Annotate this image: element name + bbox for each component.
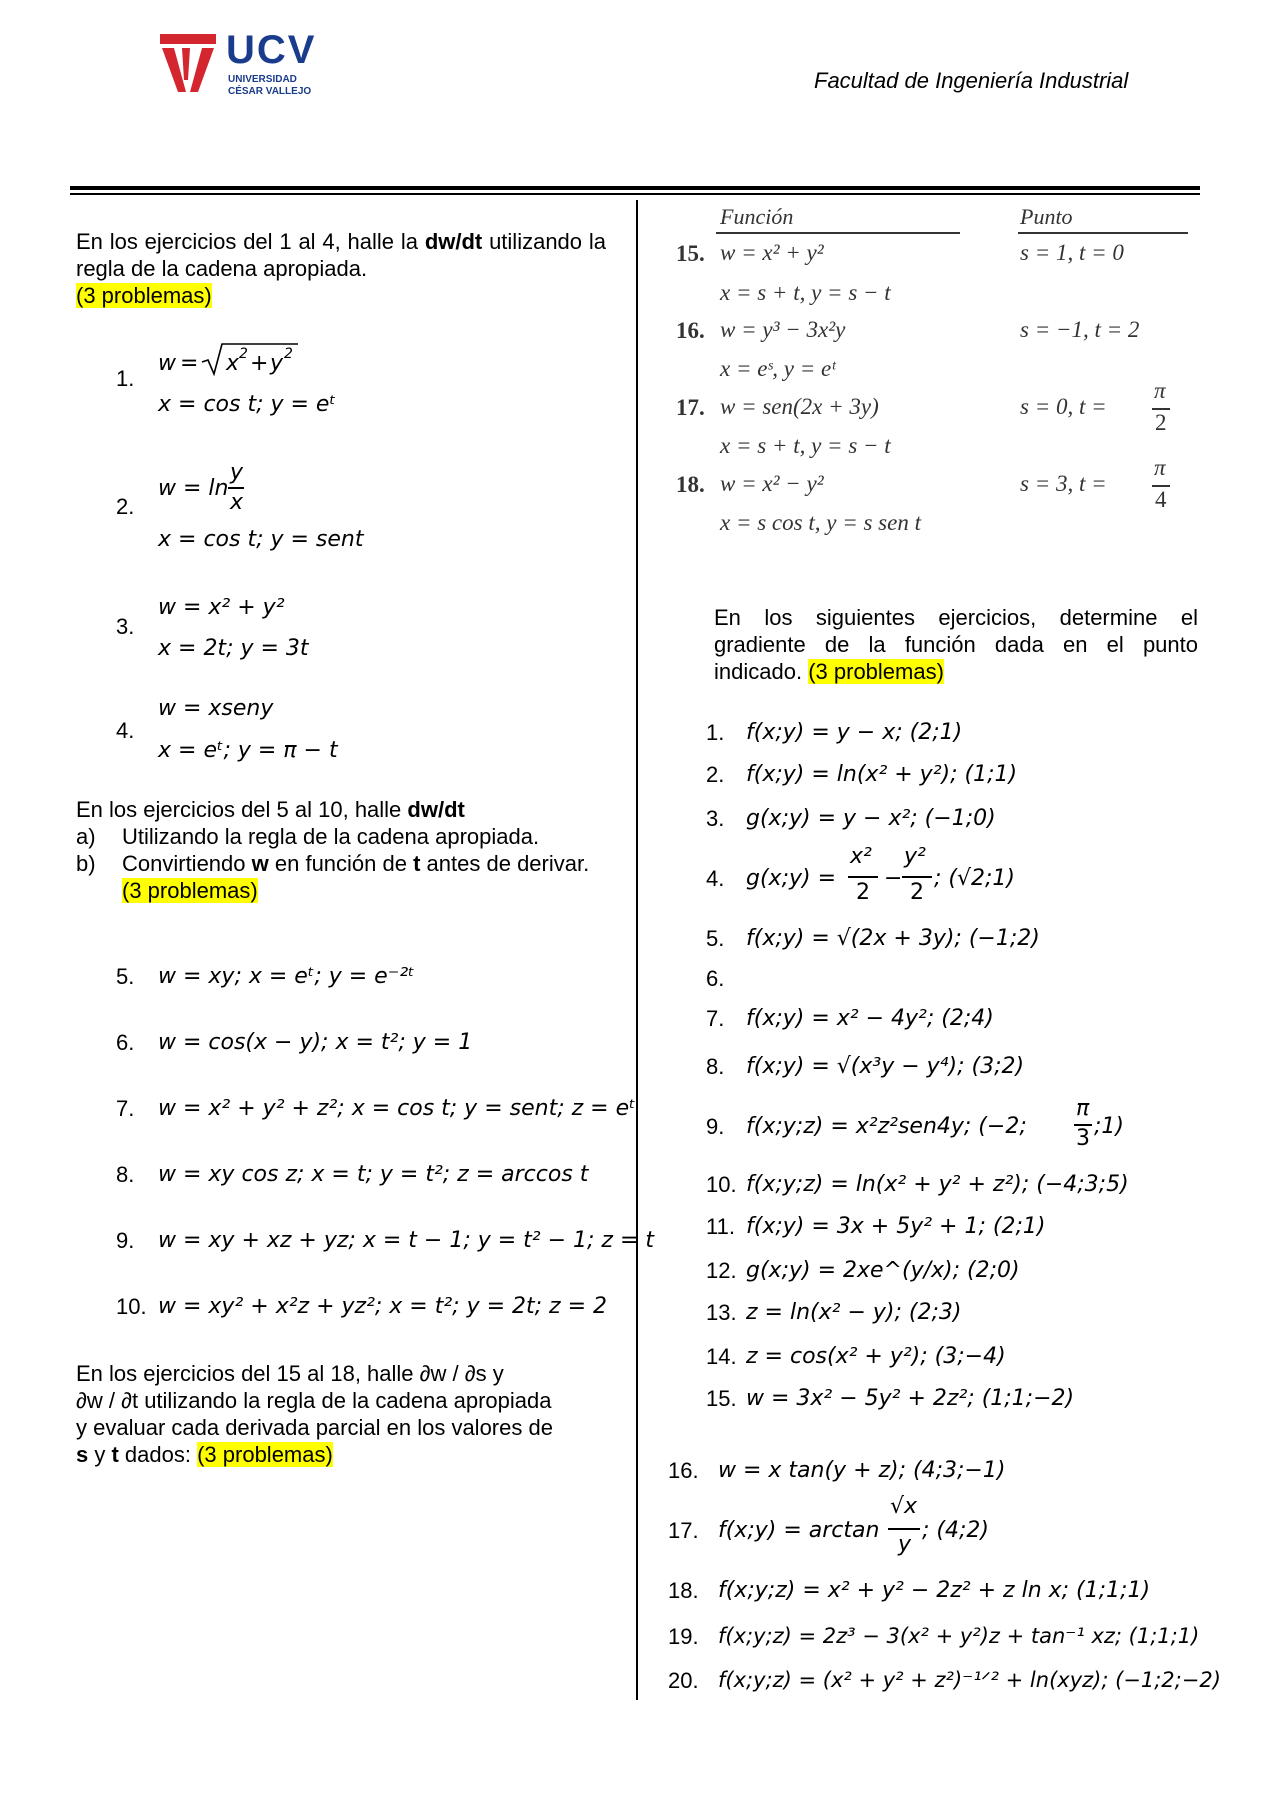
ex3-number: 3. bbox=[116, 614, 135, 639]
grad-9-pre: f(x;y;z) = x²z²sen4y; (−2; bbox=[746, 1114, 1027, 1139]
grad-4-minus: − bbox=[884, 866, 903, 891]
gradient-intro bbox=[714, 604, 1198, 685]
grad-20-eq: f(x;y;z) = (x² + y² + z²)⁻¹ᐟ² + ln(xyz); (−1;2;−2) bbox=[718, 1668, 1221, 1692]
grad-5-eq: f(x;y) = √(2x + 3y); (−1;2) bbox=[746, 926, 1040, 951]
intro2-bold: dw/dt bbox=[407, 797, 465, 822]
intro2-a bbox=[76, 823, 606, 850]
grad-4-number: 4. bbox=[706, 866, 725, 891]
table-header-function: Función bbox=[720, 204, 794, 229]
ex7-number: 7. bbox=[116, 1096, 135, 1121]
grad-11-number: 11. bbox=[706, 1214, 735, 1239]
table-row18-number: 18. bbox=[676, 472, 705, 497]
svg-text:+: + bbox=[250, 351, 269, 376]
intro2-b-post: antes de derivar. bbox=[420, 851, 590, 876]
table-row17-sub: x = s + t, y = s − t bbox=[720, 433, 891, 458]
intro2-a-text: Utilizando la regla de la cadena apropiada. bbox=[122, 824, 540, 849]
table-row16-number: 16. bbox=[676, 318, 705, 343]
grad-8-eq: f(x;y) = √(x³y − y⁴); (3;2) bbox=[746, 1054, 1025, 1079]
ex10-eq: w = xy² + x²z + yz²; x = t²; y = 2t; z = 2 bbox=[158, 1294, 608, 1319]
ex4-line1: w = xseny bbox=[158, 696, 274, 721]
grad-9-number: 9. bbox=[706, 1114, 725, 1139]
ex1-sqrt-graphic bbox=[158, 342, 328, 376]
grad-4-post: ; (√2;1) bbox=[934, 866, 1015, 891]
ex1-number: 1. bbox=[116, 366, 135, 391]
ucv-emblem-icon bbox=[156, 30, 220, 102]
grad-8-number: 8. bbox=[706, 1054, 725, 1079]
table-row15-point: s = 1, t = 0 bbox=[1020, 240, 1124, 265]
table-row16-sub: x = eˢ, y = eᵗ bbox=[720, 356, 836, 381]
ex6-eq: w = cos(x − y); x = t²; y = 1 bbox=[158, 1030, 473, 1055]
grad-5-number: 5. bbox=[706, 926, 725, 951]
table-row17-den: 2 bbox=[1155, 410, 1167, 435]
grad-16-number: 16. bbox=[668, 1458, 699, 1483]
column-divider bbox=[636, 200, 638, 1700]
intro2-tag: (3 problemas) bbox=[122, 878, 258, 903]
grad-4-a-den: 2 bbox=[856, 880, 870, 905]
intro2-b-mid: en función de bbox=[268, 851, 414, 876]
grad-15-eq: w = 3x² − 5y² + 2z²; (1;1;−2) bbox=[746, 1386, 1075, 1411]
intro2-b-w: w bbox=[251, 851, 269, 876]
ex3-line1: w = x² + y² bbox=[158, 595, 285, 620]
table-row17-func: w = sen(2x + 3y) bbox=[720, 394, 879, 419]
grad-9-frac-den: 3 bbox=[1076, 1126, 1090, 1151]
ucv-logo bbox=[156, 30, 346, 102]
table-header-function-rule bbox=[716, 232, 960, 234]
header-rule-thick bbox=[70, 186, 1200, 190]
svg-text:2: 2 bbox=[284, 346, 293, 362]
table-row15-sub: x = s + t, y = s − t bbox=[720, 280, 891, 305]
intro2-b bbox=[122, 850, 606, 904]
grad-19-eq: f(x;y;z) = 2z³ − 3(x² + y²)z + tan⁻¹ xz; (1;1;1) bbox=[718, 1624, 1200, 1648]
grad-12-eq: g(x;y) = 2xe^(y/x); (2;0) bbox=[746, 1258, 1020, 1283]
header-rule-thin bbox=[70, 193, 1200, 195]
svg-text:=: = bbox=[180, 351, 199, 376]
ex2-line2: x = cos t; y = sent bbox=[158, 527, 364, 552]
ex8-number: 8. bbox=[116, 1162, 135, 1187]
ex8-eq: w = xy cos z; x = t; y = t²; z = arccos t bbox=[158, 1162, 589, 1187]
table-row17-point: s = 0, t = bbox=[1020, 394, 1107, 419]
grad-12-number: 12. bbox=[706, 1258, 737, 1283]
gradient-intro-tag: (3 problemas) bbox=[808, 659, 944, 684]
ex6-number: 6. bbox=[116, 1030, 135, 1055]
grad-9-eq bbox=[746, 1094, 1146, 1154]
svg-text:y: y bbox=[270, 351, 284, 376]
intro3-tag: (3 problemas) bbox=[197, 1442, 333, 1467]
grad-17-frac-den: y bbox=[898, 1532, 912, 1557]
table-row15-func: w = x² + y² bbox=[720, 240, 824, 265]
grad-17-eq bbox=[718, 1494, 1098, 1560]
faculty-title: Facultad de Ingeniería Industrial bbox=[814, 68, 1129, 93]
grad-9-frac-num: π bbox=[1076, 1096, 1090, 1121]
grad-10-eq: f(x;y;z) = ln(x² + y² + z²); (−4;3;5) bbox=[746, 1172, 1129, 1197]
intro3-line1: En los ejercicios del 15 al 18, halle ∂w / ∂s y bbox=[76, 1361, 504, 1386]
svg-text:w: w bbox=[158, 351, 176, 376]
ex2-frac-num: y bbox=[230, 460, 244, 485]
intro2-b-t: t bbox=[413, 851, 421, 876]
intro-2 bbox=[76, 796, 606, 823]
ex9-eq: w = xy + xz + yz; x = t − 1; y = t² − 1; z = t bbox=[158, 1228, 655, 1253]
grad-3-number: 3. bbox=[706, 806, 725, 831]
logo-text: UCV bbox=[226, 28, 317, 72]
grad-9-post: ;1) bbox=[1094, 1114, 1124, 1139]
grad-4-b-bar bbox=[902, 876, 932, 878]
ex7-eq: w = x² + y² + z²; x = cos t; y = sent; z = eᵗ bbox=[158, 1096, 636, 1121]
ex5-eq: w = xy; x = eᵗ; y = e⁻²ᵗ bbox=[158, 964, 415, 989]
table-row17-pi: π bbox=[1154, 378, 1166, 403]
grad-17-pre: f(x;y) = arctan bbox=[718, 1518, 880, 1543]
grad-17-number: 17. bbox=[668, 1518, 699, 1543]
table-row18-sub: x = s cos t, y = s sen t bbox=[720, 510, 921, 535]
ex2-ln: w = ln bbox=[158, 476, 229, 501]
grad-2-eq: f(x;y) = ln(x² + y²); (1;1) bbox=[746, 762, 1018, 787]
grad-4-pre: g(x;y) = bbox=[746, 866, 837, 891]
grad-17-frac-num: √x bbox=[890, 1494, 918, 1519]
svg-text:x: x bbox=[226, 351, 240, 376]
table-row15-number: 15. bbox=[676, 241, 705, 266]
grad-1-eq: f(x;y) = y − x; (2;1) bbox=[746, 720, 963, 745]
ex1-line2: x = cos t; y = eᵗ bbox=[158, 392, 336, 417]
ex5-number: 5. bbox=[116, 964, 135, 989]
table-row16-point: s = −1, t = 2 bbox=[1020, 317, 1140, 342]
intro3-y: y bbox=[88, 1442, 112, 1467]
ex2-frac-bar bbox=[228, 487, 244, 489]
intro3-line3: y evaluar cada derivada parcial en los valores de bbox=[76, 1415, 553, 1440]
intro1-pre: En los ejercicios del 1 al 4, halle la bbox=[76, 229, 425, 254]
table-row18-den: 4 bbox=[1155, 487, 1167, 512]
intro2-b-label: b) bbox=[76, 851, 96, 876]
table-row18-pi: π bbox=[1154, 455, 1166, 480]
intro3-post: dados: bbox=[118, 1442, 198, 1467]
ex4-number: 4. bbox=[116, 718, 135, 743]
svg-text:2: 2 bbox=[239, 346, 248, 362]
intro2-a-label: a) bbox=[76, 824, 96, 849]
grad-14-eq: z = cos(x² + y²); (3;−4) bbox=[746, 1344, 1006, 1369]
grad-13-number: 13. bbox=[706, 1300, 737, 1325]
intro2-b-pre: Convirtiendo bbox=[122, 851, 252, 876]
table-row18-point: s = 3, t = bbox=[1020, 471, 1107, 496]
grad-14-number: 14. bbox=[706, 1344, 737, 1369]
intro1-bold: dw/dt bbox=[424, 229, 483, 254]
intro-1 bbox=[76, 228, 606, 309]
grad-17-frac-bar bbox=[888, 1528, 920, 1530]
ex10-number: 10. bbox=[116, 1294, 147, 1319]
grad-20-number: 20. bbox=[668, 1668, 699, 1693]
grad-7-eq: f(x;y) = x² − 4y²; (2;4) bbox=[746, 1006, 994, 1031]
grad-1-number: 1. bbox=[706, 720, 725, 745]
ex2-number: 2. bbox=[116, 494, 135, 519]
gradient-intro-text: En los siguientes ejercicios, determine el gradiente de la función dada en el punto indicado. bbox=[714, 605, 1198, 684]
table-header-point: Punto bbox=[1020, 204, 1073, 229]
grad-4-b-num: y² bbox=[904, 844, 926, 869]
grad-13-eq: z = ln(x² − y); (2;3) bbox=[746, 1300, 962, 1325]
grad-15-number: 15. bbox=[706, 1386, 737, 1411]
grad-17-post: ; (4;2) bbox=[922, 1518, 989, 1543]
ex3-line2: x = 2t; y = 3t bbox=[158, 636, 309, 661]
ex4-line2: x = eᵗ; y = π − t bbox=[158, 738, 338, 763]
table-row18-func: w = x² − y² bbox=[720, 471, 824, 496]
grad-10-number: 10. bbox=[706, 1172, 737, 1197]
table-header-point-rule bbox=[1018, 232, 1188, 234]
grad-19-number: 19. bbox=[668, 1624, 699, 1649]
intro1-tag: (3 problemas) bbox=[76, 283, 212, 308]
table-row16-func: w = y³ − 3x²y bbox=[720, 317, 846, 342]
grad-7-number: 7. bbox=[706, 1006, 725, 1031]
intro3-s: s bbox=[76, 1442, 89, 1467]
grad-2-number: 2. bbox=[706, 762, 725, 787]
intro3-line2: ∂w / ∂t utilizando la regla de la cadena apropiada bbox=[76, 1388, 552, 1413]
ex2-frac-den: x bbox=[230, 490, 244, 515]
grad-16-eq: w = x tan(y + z); (4;3;−1) bbox=[718, 1458, 1006, 1483]
grad-3-eq: g(x;y) = y − x²; (−1;0) bbox=[746, 806, 996, 831]
grad-11-eq: f(x;y) = 3x + 5y² + 1; (2;1) bbox=[746, 1214, 1046, 1239]
intro3-t: t bbox=[111, 1442, 119, 1467]
grad-4-a-bar bbox=[848, 876, 878, 878]
logo-sub1: UNIVERSIDAD bbox=[228, 74, 297, 85]
logo-sub2: CÉSAR VALLEJO bbox=[228, 86, 312, 97]
grad-4-b-den: 2 bbox=[910, 880, 924, 905]
intro1-post: utilizando la regla de la cadena apropiada. bbox=[76, 229, 606, 281]
table-row17-number: 17. bbox=[676, 395, 705, 420]
intro-3 bbox=[76, 1360, 606, 1468]
grad-18-number: 18. bbox=[668, 1578, 699, 1603]
ex9-number: 9. bbox=[116, 1228, 135, 1253]
intro3-line4 bbox=[76, 1441, 606, 1468]
grad-18-eq: f(x;y;z) = x² + y² − 2z² + z ln x; (1;1;1) bbox=[718, 1578, 1151, 1603]
grad-4-a-num: x² bbox=[850, 844, 872, 869]
grad-4-eq bbox=[746, 846, 1046, 906]
grad-6-number: 6. bbox=[706, 966, 725, 991]
intro2-pre: En los ejercicios del 5 al 10, halle bbox=[76, 797, 408, 822]
